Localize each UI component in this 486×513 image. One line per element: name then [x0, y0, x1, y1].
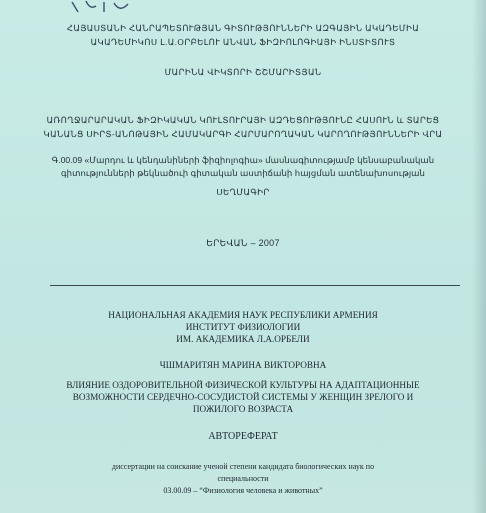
handwritten-mark: [70, 0, 140, 14]
russian-degree-line1: диссертации на соискание ученой степени кандидата биологических наук по: [111, 462, 375, 471]
russian-genre: АВТОРЕФЕРАТ: [208, 431, 278, 442]
russian-institution-line3: ИМ. АКАДЕМИКА Л.А.ОРБЕЛИ: [176, 334, 310, 344]
russian-title-line2: ВОЗМОЖНОСТИ СЕРДЕЧНО-СОСУДИСТОЙ СИСТЕМЫ У ЖЕНЩИН ЗРЕЛОГО И: [72, 392, 414, 402]
russian-degree-line2: специальности: [217, 474, 269, 483]
armenian-specialty-line1: Գ.00.09 «Մարդու և կենդանիների ֆիզիոլոգիա» մասնագիտությամբ կենսաբանական: [51, 155, 435, 165]
armenian-title-line2: ԿԱՆԱՆՑ ՍԻՐՏ-ԱՆՈԹԱՅԻՆ ՀԱՄԱԿԱՐԳԻ ՀԱՐՄԱՐՈՂԱԿԱՆ ԿԱՐՈՂՈՒԹՅՈՒՆՆԵՐԻ ՎՐԱ: [43, 129, 443, 139]
armenian-institution-line2: ԱԿԱԴԵՄԻԿՈՍ Լ.Ա.ՕՐԲԵԼՈՒ ԱՆՎԱՆ ՖԻԶԻՈԼՈԳԻԱՅԻ ԻՆՍՏԻՏՈՒՏ: [90, 37, 396, 47]
armenian-institution-line1: ՀԱՅԱՍՏԱՆԻ ՀԱՆՐԱՊԵՏՈՒԹՅԱՆ ԳԻՏՈՒԹՅՈՒՆՆԵՐԻ ԱԶԳԱՅԻՆ ԱԿԱԴԵՄԻԱ: [66, 23, 420, 33]
armenian-genre: ՍԵՂՄԱԳԻՐ: [216, 187, 270, 197]
russian-degree-line3: 03.00.09 – “Физиология человека и животных”: [163, 486, 323, 495]
armenian-author: ՄԱՐԻՆԱ ՎԻԿՏՈՐԻ ՇՇՄԱՐԻՏՅԱՆ: [164, 67, 322, 77]
armenian-specialty-line2: գիտությունների թեկնածուի գիտական աստիճանի հայցման ատենախոսության: [61, 168, 425, 178]
section-divider: [50, 285, 460, 286]
russian-title-line1: ВЛИЯНИЕ ОЗДОРОВИТЕЛЬНОЙ ФИЗИЧЕСКОЙ КУЛЬТУРЫ НА АДАПТАЦИОННЫЕ: [66, 380, 420, 390]
russian-institution-line1: НАЦИОНАЛЬНАЯ АКАДЕМИЯ НАУК РЕСПУБЛИКИ АРМЕНИЯ: [108, 310, 378, 320]
armenian-city-year: ԵՐԵՎԱՆ – 2007: [206, 238, 280, 248]
russian-author: ЧШМАРИТЯН МАРИНА ВИКТОРОВНА: [159, 360, 327, 370]
armenian-title-line1: ԱՌՈՂՋԱՐԱՐԱԿԱՆ ՖԻԶԻԿԱԿԱՆ ԿՈՒԼՏՈՒՐԱՅԻ ԱԶԴԵՑՈՒԹՅՈՒՆԸ ՀԱՍՈՒՆ և ՏԱՐԵՑ: [46, 115, 440, 125]
page-edge-shadow: [472, 0, 486, 513]
russian-institution-line2: ИНСТИТУТ ФИЗИОЛОГИИ: [185, 322, 301, 332]
russian-title-line3: ПОЖИЛОГО ВОЗРАСТА: [192, 404, 294, 414]
